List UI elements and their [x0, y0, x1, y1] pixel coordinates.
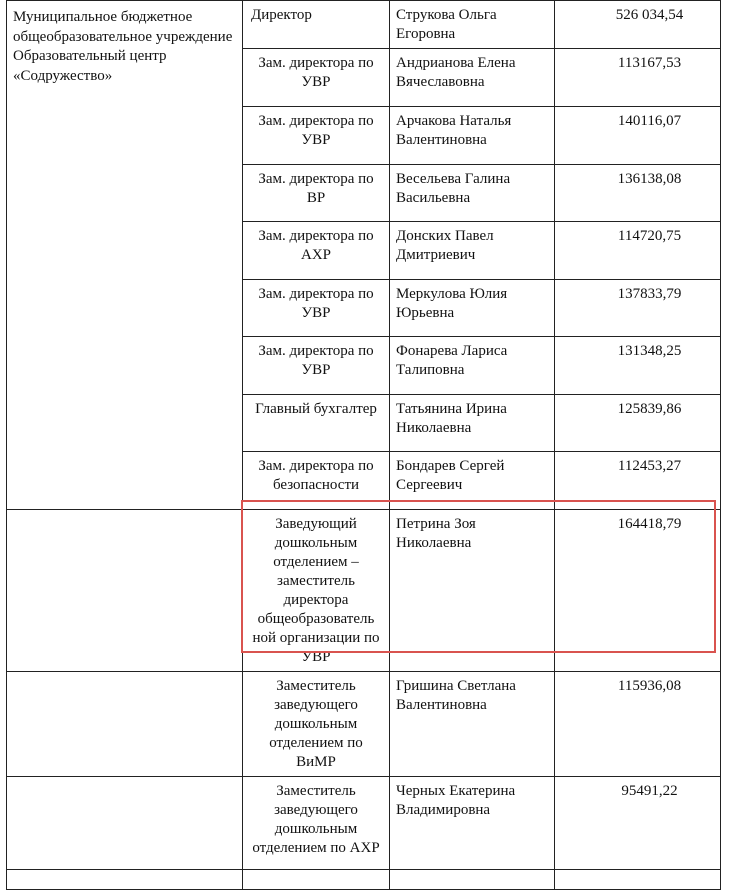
salary-cell: 112453,27 [555, 452, 721, 510]
name-cell: Струкова Ольга Егоровна [390, 1, 555, 49]
position-cell: Зам. директора по безопасности [243, 452, 390, 510]
name-cell: Петрина Зоя Николаевна [390, 510, 555, 672]
table-row [7, 510, 721, 672]
table-row [7, 870, 721, 890]
table-row [7, 672, 721, 777]
salary-cell: 137833,79 [555, 280, 721, 337]
position-cell: Зам. директора по АХР [243, 222, 390, 280]
position-cell: Зам. директора по УВР [243, 280, 390, 337]
salary-cell: 115936,08 [555, 672, 721, 777]
organization-empty-cell [7, 672, 243, 777]
salary-cell: 131348,25 [555, 337, 721, 395]
name-cell: Меркулова Юлия Юрьевна [390, 280, 555, 337]
salary-cell: 114720,75 [555, 222, 721, 280]
position-cell: Заведующий дошкольным отделением – заместитель директора общеобразователь ной организации по УВР [243, 510, 390, 672]
organization-empty-cell [7, 870, 243, 890]
salary-cell: 136138,08 [555, 165, 721, 222]
name-cell: Весельева Галина Васильевна [390, 165, 555, 222]
name-cell: Гришина Светлана Валентиновна [390, 672, 555, 777]
name-cell: Фонарева Лариса Талиповна [390, 337, 555, 395]
position-cell: Зам. директора по УВР [243, 107, 390, 165]
position-cell [243, 870, 390, 890]
salary-cell: 113167,53 [555, 49, 721, 107]
table-row [7, 777, 721, 870]
organization-empty-cell [7, 510, 243, 672]
salary-cell: 164418,79 [555, 510, 721, 672]
position-cell: Заместитель заведующего дошкольным отделением по ВиМР [243, 672, 390, 777]
name-cell: Донских Павел Дмитриевич [390, 222, 555, 280]
salary-table [6, 0, 721, 890]
position-cell: Зам. директора по УВР [243, 337, 390, 395]
name-cell: Татьянина Ирина Николаевна [390, 395, 555, 452]
salary-cell [555, 870, 721, 890]
position-cell: Зам. директора по УВР [243, 49, 390, 107]
salary-cell: 95491,22 [555, 777, 721, 870]
name-cell [390, 870, 555, 890]
position-cell: Зам. директора по ВР [243, 165, 390, 222]
salary-cell: 140116,07 [555, 107, 721, 165]
position-cell: Главный бухгалтер [243, 395, 390, 452]
name-cell: Андрианова Елена Вячеславовна [390, 49, 555, 107]
name-cell: Арчакова Наталья Валентиновна [390, 107, 555, 165]
position-cell: Директор [243, 1, 390, 49]
organization-name: Муниципальное бюджетное общеобразовательное учреждение Образовательный центр «Содружество» [7, 1, 243, 510]
name-cell: Бондарев Сергей Сергеевич [390, 452, 555, 510]
position-cell: Заместитель заведующего дошкольным отделением по АХР [243, 777, 390, 870]
table-row [7, 1, 721, 49]
name-cell: Черных Екатерина Владимировна [390, 777, 555, 870]
salary-cell: 526 034,54 [555, 1, 721, 49]
salary-cell: 125839,86 [555, 395, 721, 452]
organization-empty-cell [7, 777, 243, 870]
